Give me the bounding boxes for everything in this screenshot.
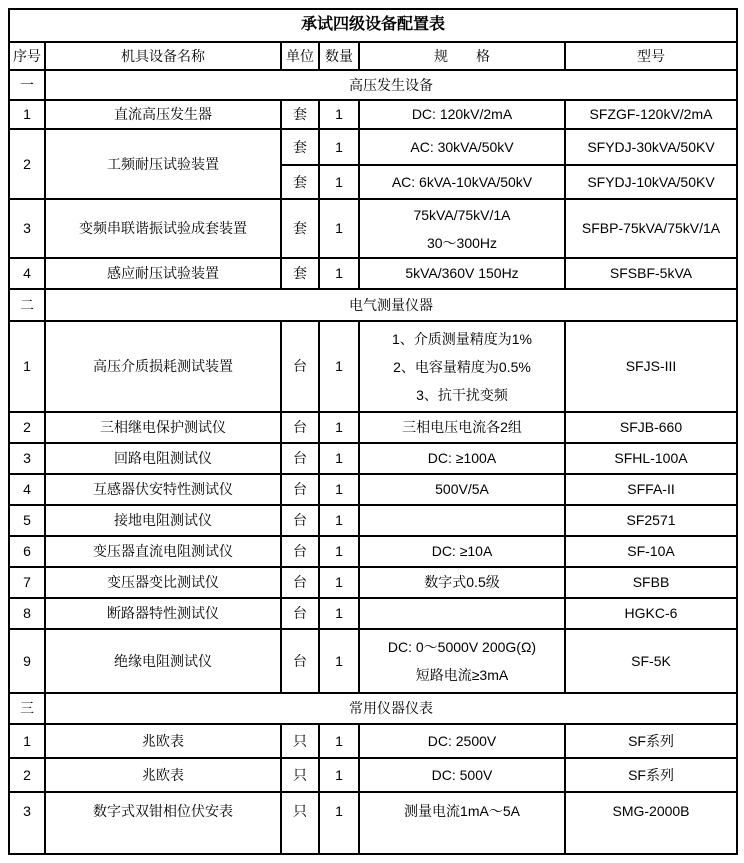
table-row — [9, 443, 737, 474]
model-cell: SFBB — [565, 567, 737, 598]
spec-cell: 500V/5A — [359, 474, 565, 505]
section-label: 三 — [9, 693, 45, 724]
seq-cell: 1 — [9, 321, 45, 412]
name-cell: 三相继电保护测试仪 — [45, 412, 281, 443]
spec-cell: DC: ≥10A — [359, 536, 565, 567]
unit-cell: 套 — [281, 199, 319, 258]
section-label: 一 — [9, 70, 45, 100]
model-cell: SF-10A — [565, 536, 737, 567]
spec-line: DC: 0～5000V 200G(Ω) — [387, 639, 537, 655]
table-row — [9, 598, 737, 629]
unit-cell: 套 — [281, 165, 319, 199]
name-cell: 高压介质损耗测试装置 — [45, 321, 281, 412]
name-cell: 回路电阻测试仪 — [45, 443, 281, 474]
table-row — [9, 474, 737, 505]
seq-cell: 6 — [9, 536, 45, 567]
spec-cell — [359, 321, 565, 412]
unit-cell: 只 — [281, 724, 319, 758]
qty-cell: 1 — [319, 321, 359, 412]
unit-cell: 台 — [281, 412, 319, 443]
unit-cell: 台 — [281, 443, 319, 474]
spec-line: 1、介质测量精度为1% — [391, 330, 533, 347]
col-header-model: 型号 — [565, 42, 737, 70]
col-header-spec: 规 格 — [359, 42, 565, 70]
qty-cell: 1 — [319, 598, 359, 629]
col-header-seq: 序号 — [9, 42, 45, 70]
spec-line: 2、电容量精度为0.5% — [393, 358, 531, 375]
col-header-name: 机具设备名称 — [45, 42, 281, 70]
unit-cell: 只 — [281, 758, 319, 792]
table-row — [9, 321, 737, 412]
name-cell: 接地电阻测试仪 — [45, 505, 281, 536]
name-cell: 断路器特性测试仪 — [45, 598, 281, 629]
spec-cell — [359, 505, 565, 536]
spec-line: 30～300Hz — [426, 234, 498, 251]
unit-cell: 套 — [281, 129, 319, 165]
table-row — [9, 567, 737, 598]
model-cell: SFHL-100A — [565, 443, 737, 474]
qty-cell: 1 — [319, 724, 359, 758]
unit-cell: 套 — [281, 258, 319, 289]
unit-cell: 台 — [281, 474, 319, 505]
model-cell: SF系列 — [565, 724, 737, 758]
spec-cell: AC: 6kVA-10kVA/50kV — [359, 165, 565, 199]
seq-cell: 2 — [9, 758, 45, 792]
equipment-config-table — [8, 8, 738, 855]
spec-cell — [359, 598, 565, 629]
seq-cell: 3 — [9, 199, 45, 258]
qty-cell: 1 — [319, 258, 359, 289]
qty-cell: 1 — [319, 536, 359, 567]
table-row — [9, 258, 737, 289]
section-heading: 高压发生设备 — [45, 70, 737, 100]
model-cell: SFFA-II — [565, 474, 737, 505]
seq-cell: 1 — [9, 724, 45, 758]
table-row — [9, 505, 737, 536]
table-title: 承试四级设备配置表 — [9, 9, 737, 42]
table-row — [9, 199, 737, 258]
spec-cell: DC: 2500V — [359, 724, 565, 758]
spec-line: 短路电流≥3mA — [415, 667, 509, 683]
spec-cell: DC: 500V — [359, 758, 565, 792]
model-cell: SFBP-75kVA/75kV/1A — [565, 199, 737, 258]
seq-cell: 1 — [9, 100, 45, 129]
model-cell: SMG-2000B — [565, 792, 737, 854]
spec-line: 3、抗干扰变频 — [416, 386, 508, 403]
model-cell: SFJB-660 — [565, 412, 737, 443]
name-cell: 直流高压发生器 — [45, 100, 281, 129]
seq-cell: 2 — [9, 412, 45, 443]
unit-cell: 台 — [281, 629, 319, 693]
section-row — [9, 70, 737, 100]
col-header-qty: 数量 — [319, 42, 359, 70]
qty-cell: 1 — [319, 129, 359, 165]
unit-cell: 套 — [281, 100, 319, 129]
table-row — [9, 758, 737, 792]
name-cell: 数字式双钳相位伏安表 — [45, 792, 281, 854]
spec-cell — [359, 629, 565, 693]
name-cell: 兆欧表 — [45, 724, 281, 758]
qty-cell: 1 — [319, 629, 359, 693]
spec-cell — [359, 199, 565, 258]
qty-cell: 1 — [319, 412, 359, 443]
col-header-unit: 单位 — [281, 42, 319, 70]
model-cell: SFJS-III — [565, 321, 737, 412]
qty-cell: 1 — [319, 100, 359, 129]
qty-cell: 1 — [319, 199, 359, 258]
seq-cell: 9 — [9, 629, 45, 693]
spec-cell: DC: 120kV/2mA — [359, 100, 565, 129]
table-row — [9, 100, 737, 129]
seq-cell: 4 — [9, 474, 45, 505]
name-cell: 工频耐压试验装置 — [45, 129, 281, 199]
qty-cell: 1 — [319, 443, 359, 474]
model-cell: SF2571 — [565, 505, 737, 536]
unit-cell: 台 — [281, 598, 319, 629]
section-label: 二 — [9, 289, 45, 321]
table-row — [9, 412, 737, 443]
seq-cell: 3 — [9, 443, 45, 474]
unit-cell: 台 — [281, 321, 319, 412]
seq-cell: 2 — [9, 129, 45, 199]
unit-cell: 台 — [281, 505, 319, 536]
model-cell: HGKC-6 — [565, 598, 737, 629]
qty-cell: 1 — [319, 474, 359, 505]
spec-cell: 数字式0.5级 — [359, 567, 565, 598]
model-cell: SF-5K — [565, 629, 737, 693]
model-cell: SF系列 — [565, 758, 737, 792]
model-cell: SFSBF-5kVA — [565, 258, 737, 289]
table-row — [9, 724, 737, 758]
spec-cell: DC: ≥100A — [359, 443, 565, 474]
model-cell: SFZGF-120kV/2mA — [565, 100, 737, 129]
spec-line: 75kVA/75kV/1A — [413, 206, 511, 223]
table-row — [9, 792, 737, 854]
model-cell: SFYDJ-10kVA/50KV — [565, 165, 737, 199]
section-row — [9, 693, 737, 724]
name-cell: 兆欧表 — [45, 758, 281, 792]
seq-cell: 8 — [9, 598, 45, 629]
qty-cell: 1 — [319, 567, 359, 598]
seq-cell: 5 — [9, 505, 45, 536]
qty-cell: 1 — [319, 758, 359, 792]
spec-cell: 测量电流1mA～5A — [359, 792, 565, 854]
spec-cell: 5kVA/360V 150Hz — [359, 258, 565, 289]
section-heading: 常用仪器仪表 — [45, 693, 737, 724]
title-row — [9, 9, 737, 42]
section-row — [9, 289, 737, 321]
spec-cell: 三相电压电流各2组 — [359, 412, 565, 443]
section-heading: 电气测量仪器 — [45, 289, 737, 321]
table-row — [9, 536, 737, 567]
table-row — [9, 129, 737, 165]
name-cell: 变压器直流电阻测试仪 — [45, 536, 281, 567]
name-cell: 感应耐压试验装置 — [45, 258, 281, 289]
spec-cell: AC: 30kVA/50kV — [359, 129, 565, 165]
qty-cell: 1 — [319, 792, 359, 854]
qty-cell: 1 — [319, 505, 359, 536]
model-cell: SFYDJ-30kVA/50KV — [565, 129, 737, 165]
seq-cell: 7 — [9, 567, 45, 598]
column-header-row — [9, 42, 737, 70]
unit-cell: 台 — [281, 536, 319, 567]
seq-cell: 3 — [9, 792, 45, 854]
name-cell: 变压器变比测试仪 — [45, 567, 281, 598]
name-cell: 变频串联谐振试验成套装置 — [45, 199, 281, 258]
table-row — [9, 629, 737, 693]
seq-cell: 4 — [9, 258, 45, 289]
unit-cell: 台 — [281, 567, 319, 598]
name-cell: 互感器伏安特性测试仪 — [45, 474, 281, 505]
name-cell: 绝缘电阻测试仪 — [45, 629, 281, 693]
unit-cell: 只 — [281, 792, 319, 854]
qty-cell: 1 — [319, 165, 359, 199]
